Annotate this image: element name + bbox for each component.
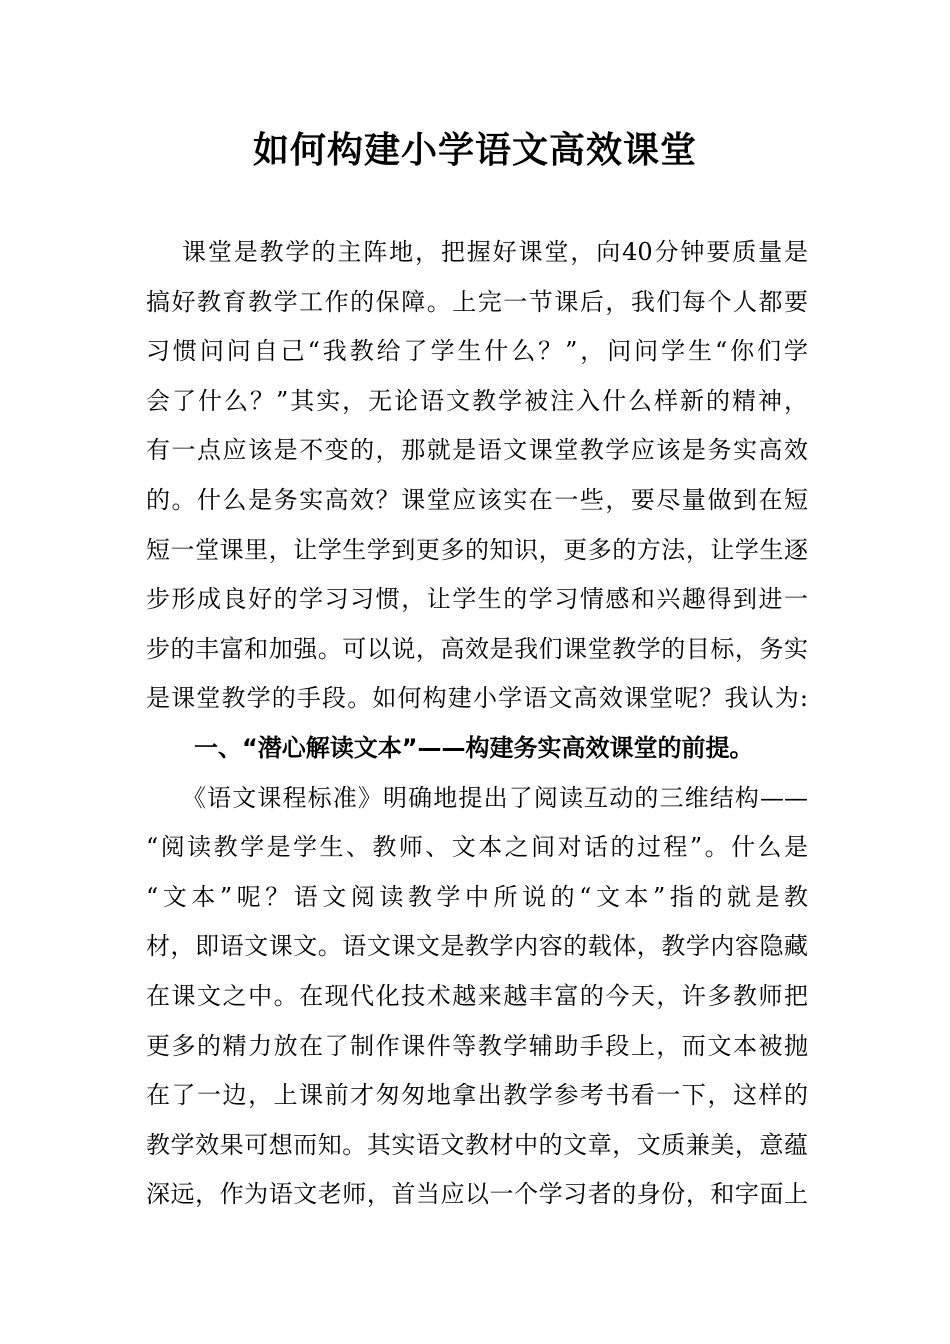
paragraph-line: 习惯问问自己“我教给了学生什么？”，问问学生“你们学 <box>146 337 808 366</box>
section-heading: 一、“潜心解读文本”——构建务实高效课堂的前提。 <box>194 733 754 762</box>
paragraph-line: 步的丰富和加强。可以说，高效是我们课堂教学的目标，务实 <box>146 634 808 663</box>
paragraph-line: 在了一边，上课前才匆匆地拿出教学参考书看一下，这样的 <box>146 1081 808 1110</box>
paragraph-line: 深远，作为语文老师，首当应以一个学习者的身份，和字面上 <box>146 1180 808 1209</box>
paragraph-line: 材，即语文课文。语文课文是教学内容的载体，教学内容隐藏 <box>146 932 808 961</box>
paragraph-line: 步形成良好的学习习惯，让学生的学习情感和兴趣得到进一 <box>146 585 808 614</box>
paragraph-line: 是课堂教学的手段。如何构建小学语文高效课堂呢？我认为: <box>146 684 808 713</box>
paragraph-line: 会了什么？”其实，无论语文教学被注入什么样新的精神， <box>146 386 808 415</box>
paragraph-line: 课堂是教学的主阵地，把握好课堂，向40分钟要质量是 <box>182 238 808 266</box>
paragraph-line: “阅读教学是学生、教师、文本之间对话的过程”。什么是 <box>146 833 808 862</box>
paragraph-line: 《语文课程标准》明确地提出了阅读互动的三维结构—— <box>182 783 808 812</box>
paragraph-line: 的。什么是务实高效？课堂应该实在一些，要尽量做到在短 <box>146 485 808 514</box>
document-body <box>146 228 808 1220</box>
paragraph-line: 更多的精力放在了制作课件等教学辅助手段上，而文本被抛 <box>146 1031 808 1060</box>
paragraph-line: 搞好教育教学工作的保障。上完一节课后，我们每个人都要 <box>146 287 808 316</box>
paragraph-line: “文本”呢？语文阅读教学中所说的“文本”指的就是教 <box>146 882 808 911</box>
paragraph-line: 教学效果可想而知。其实语文教材中的文章，文质兼美，意蕴 <box>146 1130 808 1159</box>
paragraph-line: 在课文之中。在现代化技术越来越丰富的今天，许多教师把 <box>146 981 808 1010</box>
document-title: 如何构建小学语文高效课堂 <box>252 129 697 171</box>
paragraph-line: 有一点应该是不变的，那就是语文课堂教学应该是务实高效 <box>146 436 808 465</box>
paragraph-line: 短一堂课里，让学生学到更多的知识，更多的方法，让学生逐 <box>146 535 808 564</box>
